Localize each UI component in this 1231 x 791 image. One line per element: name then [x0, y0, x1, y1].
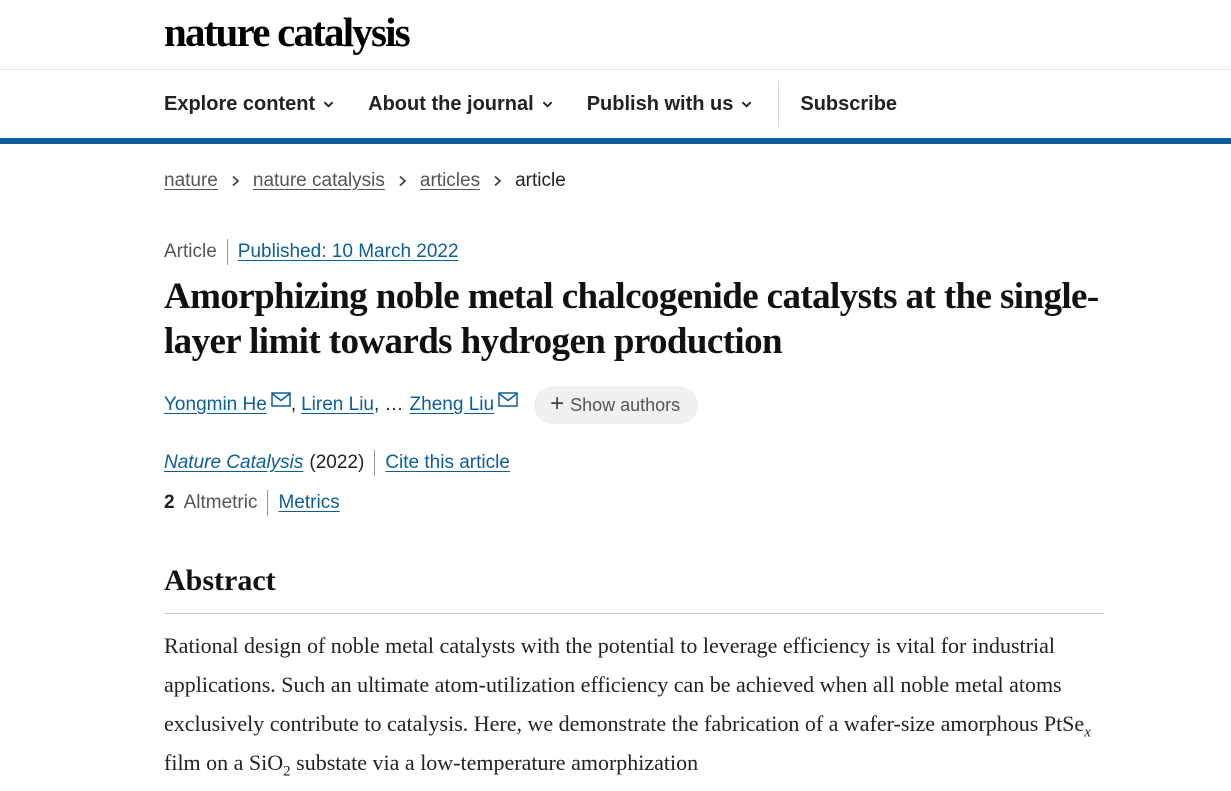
mail-icon[interactable]	[271, 392, 291, 407]
author-separator: ,	[290, 394, 297, 415]
meta-divider	[374, 450, 375, 476]
journal-logo[interactable]: nature catalysis	[164, 9, 409, 55]
article-type: Article	[164, 241, 217, 262]
author-ellipsis: , …	[373, 394, 404, 415]
published-date-link[interactable]: Published: 10 March 2022	[237, 241, 459, 262]
abstract-sub-2: 2	[283, 763, 291, 780]
nav-publish-with-us-label: Publish with us	[586, 92, 734, 115]
subscribe-link[interactable]: Subscribe	[800, 92, 898, 115]
author-link-zheng-liu[interactable]: Zheng Liu	[409, 394, 495, 415]
breadcrumb	[164, 170, 566, 192]
author-link-liren-liu[interactable]: Liren Liu	[301, 394, 374, 415]
abstract-text	[164, 626, 1109, 782]
cite-this-article-link[interactable]: Cite this article	[385, 452, 510, 473]
chevron-down-icon	[741, 99, 752, 110]
chevron-right-icon	[493, 175, 502, 187]
show-authors-button[interactable]	[534, 386, 698, 424]
nav-explore-content[interactable]	[164, 93, 334, 116]
breadcrumb-articles[interactable]: articles	[419, 170, 481, 191]
nav-about-journal-label: About the journal	[368, 92, 534, 115]
metrics-row	[164, 490, 340, 516]
article-meta	[164, 239, 459, 265]
breadcrumb-nature[interactable]: nature	[164, 170, 218, 191]
plus-icon: +	[550, 390, 565, 417]
abstract-text-part-3: substate via a low-temperature amorphization	[290, 750, 699, 775]
author-list	[164, 386, 698, 424]
nav-divider	[778, 81, 779, 127]
nav-explore-content-label: Explore content	[164, 92, 316, 115]
author-link-yongmin-he[interactable]: Yongmin He	[164, 394, 267, 415]
site-header	[0, 0, 1231, 70]
mail-icon[interactable]	[498, 392, 518, 407]
show-authors-label: Show authors	[570, 394, 681, 415]
breadcrumb-nature-catalysis[interactable]: nature catalysis	[252, 170, 385, 191]
meta-divider	[227, 239, 228, 265]
breadcrumb-current: article	[515, 170, 566, 191]
chevron-down-icon	[323, 99, 334, 110]
chevron-right-icon	[398, 175, 407, 187]
metrics-link[interactable]: Metrics	[278, 492, 340, 513]
abstract-divider	[164, 613, 1104, 614]
main-nav	[0, 70, 1231, 144]
abstract-text-part-1: Rational design of noble metal catalysts with the potential to leverage efficiency is vital for industrial applications. Such an ultimate atom-utilization efficiency can be achieved when all noble metal atoms exclusively contribute to catalysis. Here, we demonstrate the fabrication of a wafer-size amorphous PtSe	[164, 633, 1085, 736]
altmetric-count: 2	[164, 492, 175, 513]
nav-items	[164, 70, 931, 138]
publication-year: (2022)	[309, 452, 365, 473]
chevron-down-icon	[542, 99, 553, 110]
abstract-text-part-2: film on a SiO	[164, 750, 284, 775]
journal-name-link[interactable]: Nature Catalysis	[164, 452, 304, 473]
citation-row	[164, 450, 510, 476]
altmetric-label: Altmetric	[183, 492, 258, 513]
chevron-right-icon	[231, 175, 240, 187]
article-title: Amorphizing noble metal chalcogenide catalysts at the single-layer limit towards hydrogen production	[164, 276, 1099, 362]
nav-publish-with-us[interactable]	[587, 93, 753, 116]
abstract-heading: Abstract	[164, 564, 276, 597]
abstract-sub-x: x	[1084, 724, 1091, 741]
nav-about-journal[interactable]	[368, 93, 553, 116]
meta-divider	[267, 490, 268, 516]
